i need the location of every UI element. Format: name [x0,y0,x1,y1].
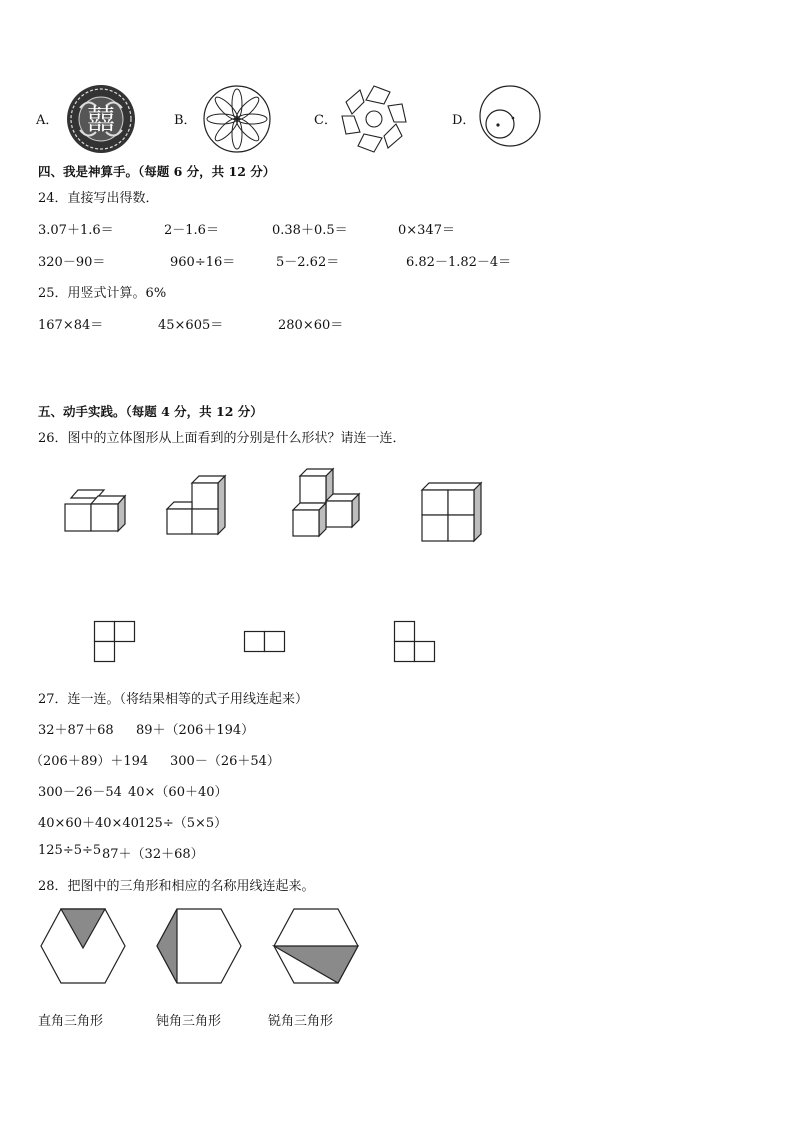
option-d-label: D． [452,113,476,128]
q24-r1-c4: 0×347＝ [398,223,455,238]
circles-dot-icon [478,84,542,148]
q24-r1-c1: 3.07＋1.6＝ [38,223,114,238]
q27-row4-right[interactable]: 125÷（5×5） [138,816,228,831]
q24-title: 24．直接写出得数． [38,191,159,206]
double-happiness-icon [66,84,136,154]
q27-row5-left[interactable]: 125÷5÷5 [38,843,102,858]
q27-row5-right[interactable]: 87＋（32＋68） [102,847,204,862]
pinwheel-hexagon-icon [338,84,410,154]
q27-title: 27．连一连。（将结果相等的式子用线连起来） [38,692,309,707]
solid-figure-1 [64,490,128,534]
q25-item-3: 280×60＝ [278,318,344,333]
q25-title: 25．用竖式计算。6% [38,286,167,301]
section5-title: 五、动手实践。（每题 4 分，共 12 分） [38,404,263,419]
flower-circle-icon [202,84,272,154]
q24-r1-c2: 2－1.6＝ [164,223,219,238]
top-view-2[interactable] [244,631,286,653]
q25-item-1: 167×84＝ [38,318,104,333]
q27-row1-left[interactable]: 32＋87＋68 [38,723,114,738]
q24-r2-c1: 320－90＝ [38,255,106,270]
solid-figure-2 [166,476,228,536]
q28-label-acute[interactable]: 锐角三角形 [268,1014,334,1029]
section4-title: 四、我是神算手。（每题 6 分，共 12 分） [38,164,276,179]
q28-title: 28．把图中的三角形和相应的名称用线连起来。 [38,879,315,894]
q26-title: 26．图中的立体图形从上面看到的分别是什么形状？请连一连． [38,431,406,446]
hexagon-triangle-3[interactable] [273,908,359,984]
solid-figure-4 [421,482,483,544]
q28-label-right[interactable]: 直角三角形 [38,1014,104,1029]
q27-row2-left[interactable]: （206＋89）＋194 [30,754,149,769]
hexagon-triangle-2[interactable] [156,908,242,984]
q27-row3-right[interactable]: 40×（60＋40） [128,785,228,800]
double-happiness-glyph: 囍 [86,103,116,136]
option-b-label: B． [174,113,197,128]
q27-row3-left[interactable]: 300－26－54 [38,785,122,800]
hexagon-triangle-1[interactable] [40,908,126,984]
q27-row2-right[interactable]: 300－（26＋54） [170,754,280,769]
q27-row4-left[interactable]: 40×60＋40×40 [38,816,139,831]
q27-row1-right[interactable]: 89＋（206＋194） [136,723,255,738]
option-a-label: A． [36,113,59,128]
solid-figure-3 [292,468,362,538]
top-view-3[interactable] [394,621,436,663]
option-c-label: C． [314,113,337,128]
q24-r1-c3: 0.38＋0.5＝ [272,223,348,238]
q24-r2-c4: 6.82－1.82－4＝ [406,255,512,270]
q24-r2-c2: 960÷16＝ [170,255,236,270]
top-view-1[interactable] [94,621,136,663]
q24-r2-c3: 5－2.62＝ [276,255,340,270]
q28-label-obtuse[interactable]: 钝角三角形 [156,1014,222,1029]
q25-item-2: 45×605＝ [158,318,224,333]
